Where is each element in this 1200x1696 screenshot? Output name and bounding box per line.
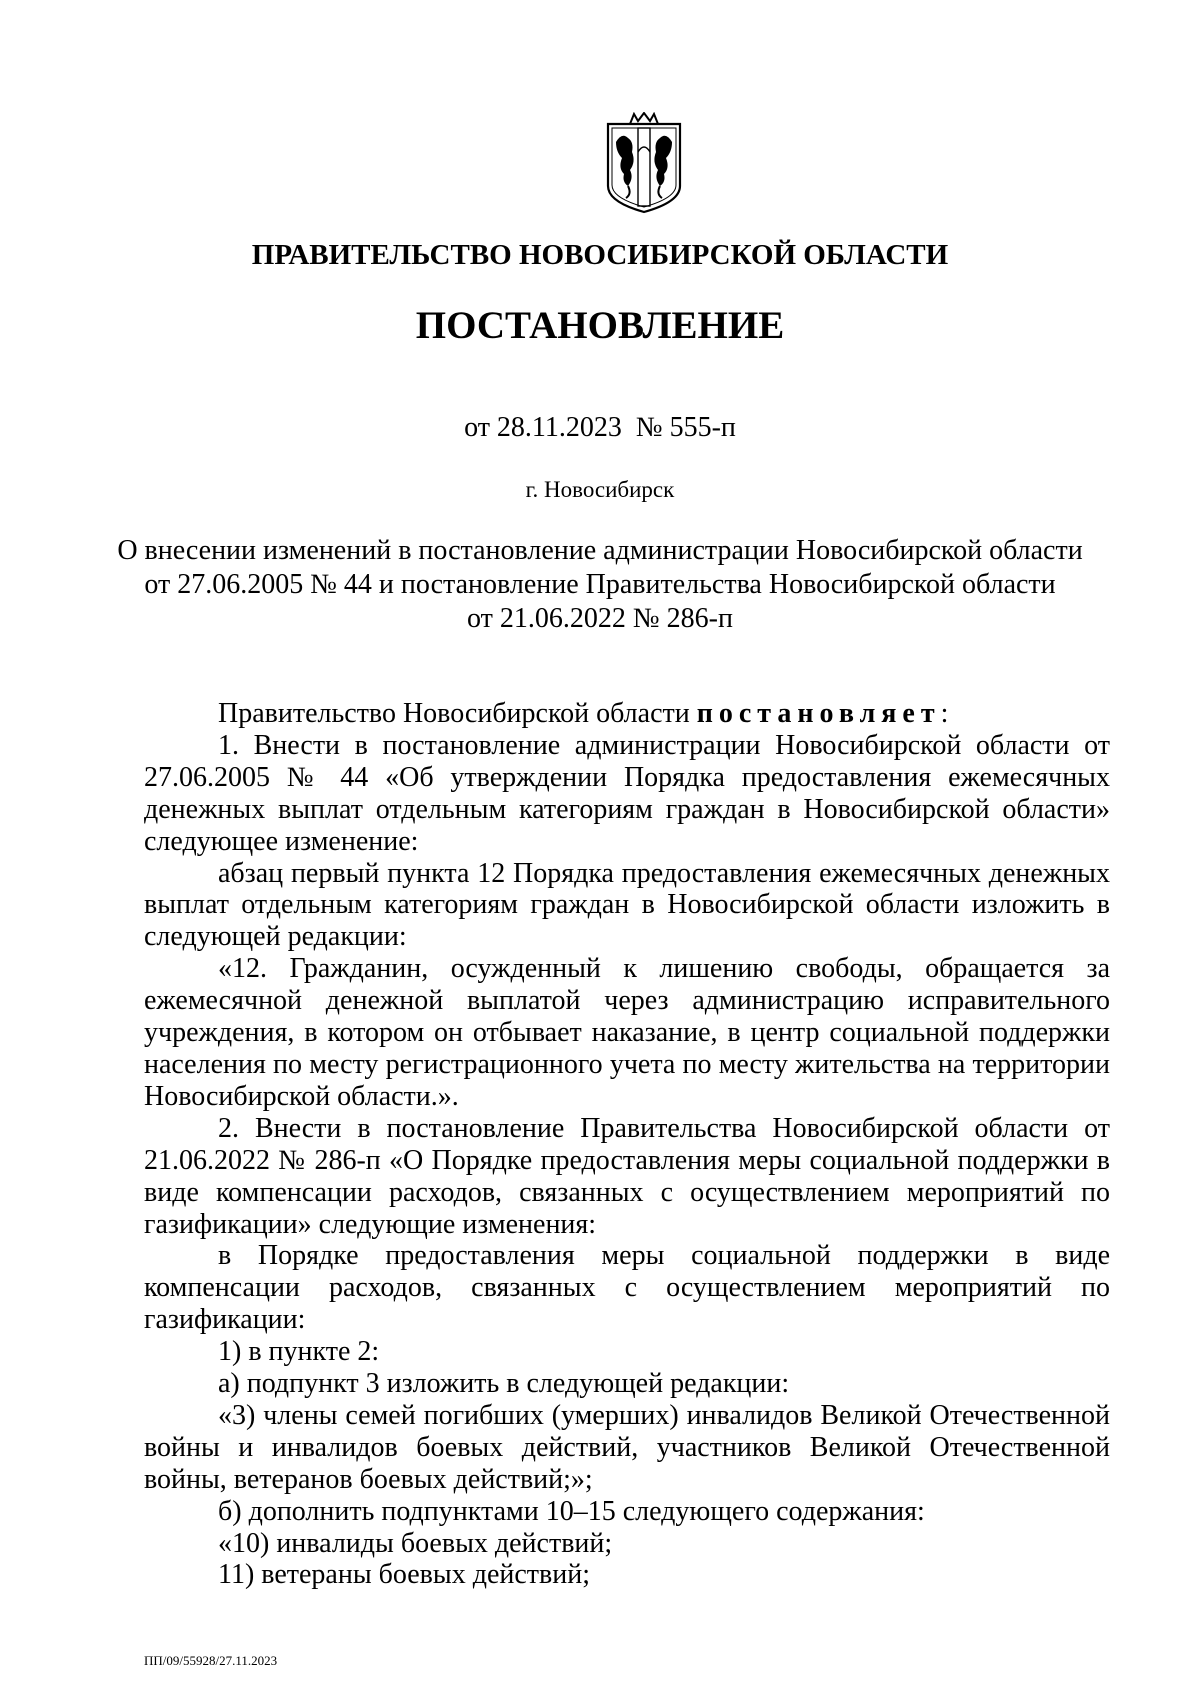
- document-date-number: от 28.11.2023 № 555-п: [464, 412, 736, 443]
- document-type-title: ПОСТАНОВЛЕНИЕ: [415, 304, 785, 347]
- document-city: г. Новосибирск: [525, 477, 675, 502]
- document-footer-code: ПП/09/55928/27.11.2023: [144, 1653, 278, 1668]
- body-paragraph: 11) ветераны боевых действий;: [218, 1559, 590, 1591]
- body-paragraph: «3) члены семей погибших (умерших) инвалидов Великой Отечественной войны и инвалидов боевых действий, участников Великой Отечественной войны, ветеранов боевых действий;»;: [144, 1399, 1110, 1495]
- body-paragraph: «12. Гражданин, осужденный к лишению свободы, обращается за ежемесячной денежной выплатой через администрацию исправительного учреждения, в котором он отбывает наказание, в центр социальной поддержки населения по месту регистрационного учета по месту жительства на территории Новосибирской области.».: [144, 953, 1110, 1112]
- body-paragraph: 2. Внести в постановление Правительства Новосибирской области от 21.06.2022 № 286-п «О Порядке предоставления меры социальной поддержки в виде компенсации расходов, связанных с осуществлением мероприятий по газификации» следующие изменения:: [144, 1112, 1110, 1240]
- document-body: [144, 698, 1110, 1591]
- intro-prefix: Правительство Новосибирской области: [218, 698, 697, 729]
- subject-line: от 21.06.2022 № 286-п: [467, 603, 733, 634]
- organization-title: ПРАВИТЕЛЬСТВО НОВОСИБИРСКОЙ ОБЛАСТИ: [251, 239, 949, 271]
- body-paragraph: а) подпункт 3 изложить в следующей редакции:: [218, 1368, 790, 1400]
- body-paragraph: 1. Внести в постановление администрации Новосибирской области от 27.06.2005 № 44 «Об утверждении Порядка предоставления ежемесячных денежных выплат отдельным категориям граждан в Новосибирской области» следующее изменение:: [144, 729, 1110, 857]
- subject-line: О внесении изменений в постановление администрации Новосибирской области: [117, 535, 1083, 566]
- body-intro: [144, 698, 1110, 730]
- body-paragraph: в Порядке предоставления меры социальной поддержки в виде компенсации расходов, связанных с осуществлением мероприятий по газификации:: [144, 1240, 1110, 1336]
- intro-suffix: :: [940, 698, 949, 729]
- body-paragraph: 1) в пункте 2:: [218, 1336, 380, 1368]
- body-paragraph: «10) инвалиды боевых действий;: [218, 1527, 613, 1559]
- body-paragraph: б) дополнить подпунктами 10–15 следующего содержания:: [218, 1495, 925, 1527]
- coat-of-arms-icon: [598, 112, 690, 216]
- intro-keyword: постановляет: [696, 698, 941, 729]
- body-paragraph: абзац первый пункта 12 Порядка предоставления ежемесячных денежных выплат отдельным категориям граждан в Новосибирской области изложить в следующей редакции:: [144, 857, 1110, 953]
- document-subject: [0, 534, 1200, 636]
- subject-line: от 27.06.2005 № 44 и постановление Правительства Новосибирской области: [144, 569, 1056, 600]
